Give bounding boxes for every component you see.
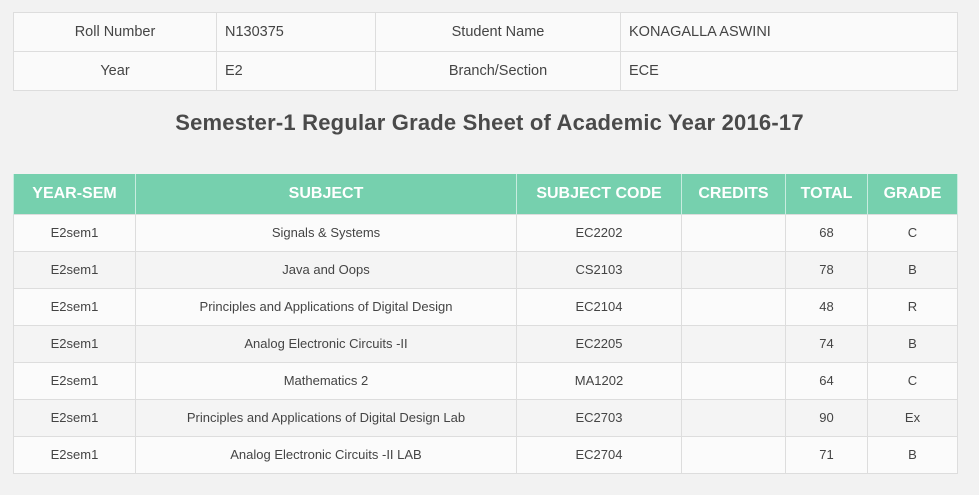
cell-subject: Analog Electronic Circuits -II bbox=[136, 325, 517, 362]
cell-subject-code: EC2703 bbox=[517, 399, 682, 436]
cell-subject: Principles and Applications of Digital Design bbox=[136, 288, 517, 325]
cell-subject: Signals & Systems bbox=[136, 214, 517, 251]
header-subject-code: SUBJECT CODE bbox=[517, 174, 682, 214]
cell-credits bbox=[682, 251, 786, 288]
cell-credits bbox=[682, 399, 786, 436]
table-row bbox=[14, 214, 958, 251]
table-row bbox=[14, 325, 958, 362]
page-title: Semester-1 Regular Grade Sheet of Academic Year 2016-17 bbox=[175, 110, 804, 135]
cell-year-sem: E2sem1 bbox=[14, 399, 136, 436]
header-year-sem: YEAR-SEM bbox=[14, 174, 136, 214]
cell-subject-code: EC2205 bbox=[517, 325, 682, 362]
cell-total: 74 bbox=[786, 325, 868, 362]
roll-number-value: N130375 bbox=[217, 13, 376, 52]
cell-subject: Principles and Applications of Digital Design Lab bbox=[136, 399, 517, 436]
cell-subject: Java and Oops bbox=[136, 251, 517, 288]
cell-year-sem: E2sem1 bbox=[14, 436, 136, 473]
table-row bbox=[14, 399, 958, 436]
info-row-year bbox=[14, 52, 958, 91]
cell-grade: Ex bbox=[868, 399, 958, 436]
cell-year-sem: E2sem1 bbox=[14, 251, 136, 288]
cell-credits bbox=[682, 436, 786, 473]
cell-subject: Analog Electronic Circuits -II LAB bbox=[136, 436, 517, 473]
header-total: TOTAL bbox=[786, 174, 868, 214]
cell-subject-code: EC2104 bbox=[517, 288, 682, 325]
cell-credits bbox=[682, 362, 786, 399]
student-name-label: Student Name bbox=[376, 13, 621, 52]
cell-total: 71 bbox=[786, 436, 868, 473]
cell-subject-code: EC2704 bbox=[517, 436, 682, 473]
cell-credits bbox=[682, 214, 786, 251]
cell-year-sem: E2sem1 bbox=[14, 214, 136, 251]
cell-subject-code: MA1202 bbox=[517, 362, 682, 399]
cell-year-sem: E2sem1 bbox=[14, 362, 136, 399]
student-name-value: KONAGALLA ASWINI bbox=[621, 13, 958, 52]
header-subject: SUBJECT bbox=[136, 174, 517, 214]
cell-total: 68 bbox=[786, 214, 868, 251]
grade-table-header bbox=[14, 174, 958, 214]
cell-credits bbox=[682, 288, 786, 325]
header-grade: GRADE bbox=[868, 174, 958, 214]
cell-credits bbox=[682, 325, 786, 362]
cell-grade: C bbox=[868, 362, 958, 399]
cell-subject-code: EC2202 bbox=[517, 214, 682, 251]
grade-table bbox=[13, 174, 958, 474]
cell-total: 78 bbox=[786, 251, 868, 288]
branch-value: ECE bbox=[621, 52, 958, 91]
cell-grade: B bbox=[868, 436, 958, 473]
cell-grade: R bbox=[868, 288, 958, 325]
cell-year-sem: E2sem1 bbox=[14, 288, 136, 325]
cell-subject-code: CS2103 bbox=[517, 251, 682, 288]
table-row bbox=[14, 251, 958, 288]
student-info-table bbox=[13, 12, 958, 91]
cell-grade: B bbox=[868, 325, 958, 362]
cell-grade: C bbox=[868, 214, 958, 251]
table-row bbox=[14, 288, 958, 325]
cell-year-sem: E2sem1 bbox=[14, 325, 136, 362]
info-row-roll bbox=[14, 13, 958, 52]
cell-subject: Mathematics 2 bbox=[136, 362, 517, 399]
cell-total: 90 bbox=[786, 399, 868, 436]
year-value: E2 bbox=[217, 52, 376, 91]
branch-label: Branch/Section bbox=[376, 52, 621, 91]
table-row bbox=[14, 436, 958, 473]
year-label: Year bbox=[14, 52, 217, 91]
cell-total: 64 bbox=[786, 362, 868, 399]
cell-total: 48 bbox=[786, 288, 868, 325]
header-credits: CREDITS bbox=[682, 174, 786, 214]
roll-number-label: Roll Number bbox=[14, 13, 217, 52]
table-row bbox=[14, 362, 958, 399]
cell-grade: B bbox=[868, 251, 958, 288]
